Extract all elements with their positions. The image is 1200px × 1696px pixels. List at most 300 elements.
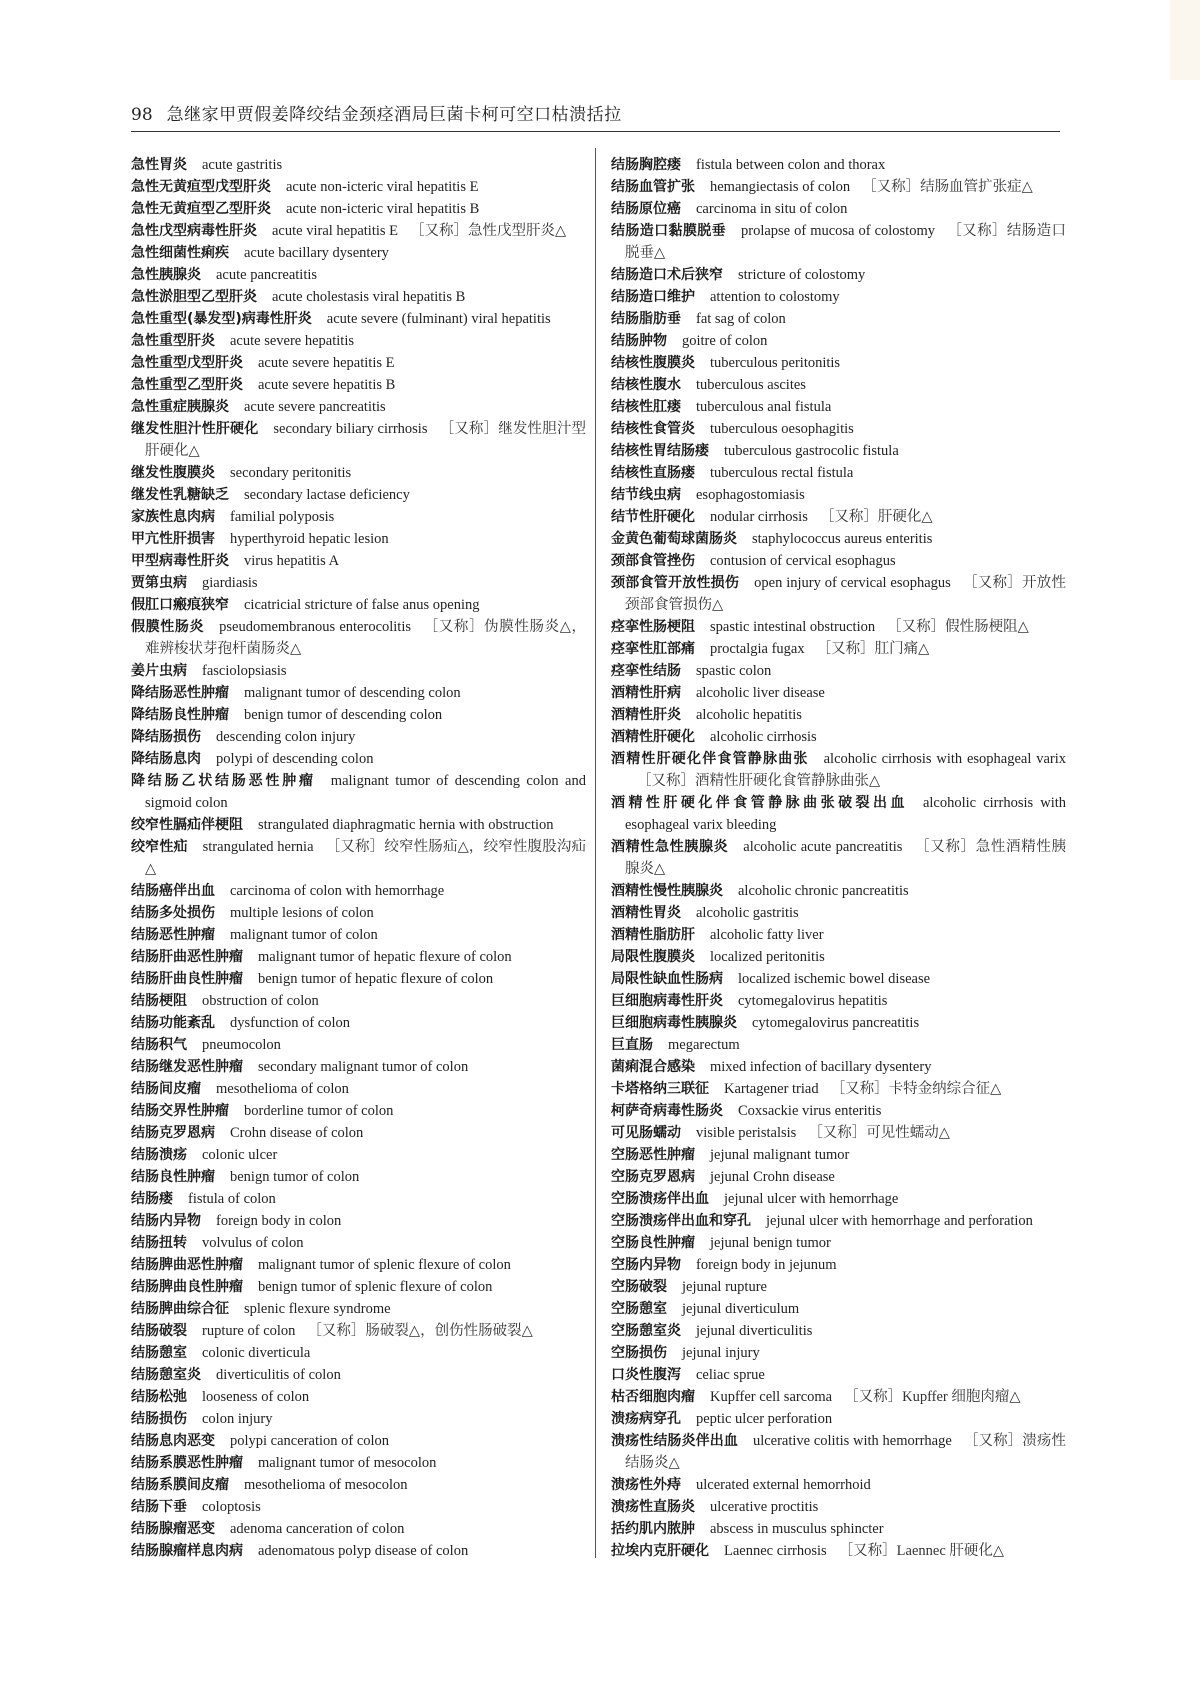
term-english: cytomegalovirus hepatitis [738, 993, 888, 1009]
term-entry [611, 1408, 1066, 1430]
term-synonym: ［又称］继发性胆汁型肝硬化△ [145, 421, 586, 459]
term-entry [611, 440, 1066, 462]
term-english: open injury of cervical esophagus [754, 575, 951, 591]
term-chinese: 结肠损伤 [131, 1411, 187, 1427]
term-chinese: 卡塔格纳三联征 [611, 1081, 709, 1097]
term-chinese: 急性无黄疸型乙型肝炎 [131, 201, 271, 217]
term-entry [131, 1232, 586, 1254]
term-english: dysfunction of colon [230, 1015, 351, 1031]
term-entry [131, 1012, 586, 1034]
term-english: jejunal diverticulitis [696, 1323, 813, 1339]
term-english: colonic ulcer [202, 1147, 278, 1163]
term-entry [131, 1320, 586, 1342]
term-chinese: 结肠内异物 [131, 1213, 201, 1229]
term-entry [131, 946, 586, 968]
term-synonym: ［又称］急性酒精性胰腺炎△ [625, 839, 1067, 877]
term-synonym: ［又称］结肠造口脱垂△ [625, 223, 1066, 261]
term-chinese: 绞窄性膈疝伴梗阻 [131, 817, 243, 833]
term-chinese: 结肠造口黏膜脱垂 [611, 223, 726, 239]
term-entry [611, 1496, 1066, 1518]
term-synonym: ［又称］卡特金纳综合征△ [830, 1081, 1002, 1097]
term-english: fat sag of colon [696, 311, 786, 327]
term-chinese: 结肠瘘 [131, 1191, 173, 1207]
term-entry [131, 264, 586, 286]
term-chinese: 假膜性肠炎 [131, 619, 205, 635]
term-english: tuberculous rectal fistula [710, 465, 854, 481]
term-english: carcinoma of colon with hemorrhage [230, 883, 445, 899]
term-synonym: ［又称］结肠血管扩张症△ [862, 179, 1033, 195]
term-entry [611, 1100, 1066, 1122]
term-english: jejunal benign tumor [710, 1235, 831, 1251]
term-entry [611, 946, 1066, 968]
term-entry [131, 330, 586, 352]
term-english: alcoholic acute pancreatitis [743, 839, 903, 855]
term-chinese: 结肠血管扩张 [611, 179, 695, 195]
term-entry [611, 154, 1066, 176]
term-entry [131, 990, 586, 1012]
term-english: secondary peritonitis [230, 465, 352, 481]
term-english: ulcerated external hemorrhoid [696, 1477, 871, 1493]
term-english: jejunal malignant tumor [710, 1147, 850, 1163]
term-english: secondary biliary cirrhosis [273, 421, 428, 437]
term-synonym: ［又称］假性肠梗阻△ [887, 619, 1029, 635]
term-chinese: 酒精性肝硬化伴食管静脉曲张 [611, 751, 809, 767]
term-english: acute severe hepatitis E [258, 355, 395, 371]
term-entry [131, 1188, 586, 1210]
term-english: jejunal diverticulum [682, 1301, 800, 1317]
term-chinese: 结肠下垂 [131, 1499, 187, 1515]
term-chinese: 空肠破裂 [611, 1279, 667, 1295]
term-english: Kartagener triad [724, 1081, 819, 1097]
term-english: Kupffer cell sarcoma [710, 1389, 833, 1405]
term-english: benign tumor of splenic flexure of colon [258, 1279, 493, 1295]
term-entry [131, 880, 586, 902]
term-english: coloptosis [202, 1499, 261, 1515]
term-english: adenomatous polyp disease of colon [258, 1543, 469, 1559]
term-entry [131, 1276, 586, 1298]
term-entry [131, 1540, 586, 1562]
term-entry [611, 616, 1066, 638]
term-english: acute non-icteric viral hepatitis B [286, 201, 480, 217]
term-entry [131, 1364, 586, 1386]
term-english: virus hepatitis A [244, 553, 340, 569]
term-chinese: 局限性缺血性肠病 [611, 971, 723, 987]
term-entry [611, 660, 1066, 682]
term-english: attention to colostomy [710, 289, 840, 305]
term-chinese: 结肠胸腔瘘 [611, 157, 681, 173]
term-entry [131, 726, 586, 748]
term-entry [131, 1034, 586, 1056]
term-english: benign tumor of hepatic flexure of colon [258, 971, 494, 987]
term-chinese: 空肠损伤 [611, 1345, 667, 1361]
term-english: alcoholic cirrhosis with esophageal varix [823, 751, 1066, 767]
term-entry [611, 286, 1066, 308]
term-entry [131, 1254, 586, 1276]
term-entry [611, 1034, 1066, 1056]
term-english: fistula between colon and thorax [696, 157, 886, 173]
term-entry [611, 550, 1066, 572]
term-english: spastic colon [696, 663, 772, 679]
term-chinese: 结节性肝硬化 [611, 509, 695, 525]
term-english: acute viral hepatitis E [272, 223, 399, 239]
term-entry [131, 396, 586, 418]
term-entry [131, 616, 586, 660]
term-entry [611, 1012, 1066, 1034]
term-synonym: ［又称］Laennec 肝硬化△ [838, 1543, 1005, 1559]
term-chinese: 继发性乳糖缺乏 [131, 487, 229, 503]
term-chinese: 结肠积气 [131, 1037, 187, 1053]
term-entry [131, 704, 586, 726]
term-chinese: 空肠溃疡伴出血 [611, 1191, 709, 1207]
term-chinese: 酒精性胃炎 [611, 905, 681, 921]
term-english: alcoholic liver disease [696, 685, 825, 701]
term-chinese: 括约肌内脓肿 [611, 1521, 695, 1537]
term-entry [131, 1100, 586, 1122]
term-chinese: 酒精性慢性胰腺炎 [611, 883, 723, 899]
term-synonym: ［又称］Kupffer 细胞肉瘤△ [844, 1389, 1021, 1405]
term-chinese: 结肠梗阻 [131, 993, 187, 1009]
term-english: malignant tumor of colon [230, 927, 378, 943]
header-title: 急继家甲贾假姜降绞结金颈痉酒局巨菌卡柯可空口枯溃括拉 [166, 105, 622, 125]
term-entry [131, 902, 586, 924]
term-synonym: ［又称］肠破裂△，创伤性肠破裂△ [307, 1323, 533, 1339]
term-entry [131, 572, 586, 594]
term-chinese: 结节线虫病 [611, 487, 681, 503]
term-synonym: ［又称］肛门痛△ [816, 641, 930, 657]
term-chinese: 甲亢性肝损害 [131, 531, 215, 547]
term-entry [611, 220, 1066, 264]
term-entry [611, 1210, 1066, 1232]
term-entry [131, 1342, 586, 1364]
term-synonym: ［又称］伪膜性肠炎△，难辨梭状芽孢杆菌肠炎△ [145, 619, 587, 657]
term-chinese: 结肠恶性肿瘤 [131, 927, 215, 943]
term-chinese: 溃疡病穿孔 [611, 1411, 681, 1427]
term-chinese: 结肠肿物 [611, 333, 667, 349]
term-chinese: 口炎性腹泻 [611, 1367, 681, 1383]
term-entry [131, 660, 586, 682]
term-chinese: 结核性胃结肠瘘 [611, 443, 709, 459]
term-entry [131, 682, 586, 704]
term-entry [131, 550, 586, 572]
term-entry [131, 968, 586, 990]
term-entry [131, 418, 586, 462]
term-english: tuberculous peritonitis [710, 355, 841, 371]
term-chinese: 颈部食管挫伤 [611, 553, 695, 569]
term-english: benign tumor of colon [230, 1169, 360, 1185]
term-chinese: 结肠脾曲良性肿瘤 [131, 1279, 243, 1295]
term-chinese: 结肠癌伴出血 [131, 883, 215, 899]
term-chinese: 酒精性肝硬化 [611, 729, 695, 745]
term-synonym: ［又称］开放性颈部食管损伤△ [625, 575, 1067, 613]
term-english: alcoholic gastritis [696, 905, 799, 921]
term-entry [611, 484, 1066, 506]
term-chinese: 结肠系膜间皮瘤 [131, 1477, 229, 1493]
term-english: alcoholic fatty liver [710, 927, 824, 943]
term-chinese: 结肠腺瘤样息肉病 [131, 1543, 243, 1559]
term-english: localized ischemic bowel disease [738, 971, 931, 987]
term-entry [131, 352, 586, 374]
term-english: pseudomembranous enterocolitis [219, 619, 412, 635]
term-english: splenic flexure syndrome [244, 1301, 391, 1317]
term-english: megarectum [668, 1037, 740, 1053]
term-english: acute cholestasis viral hepatitis B [272, 289, 466, 305]
term-english: cytomegalovirus pancreatitis [752, 1015, 920, 1031]
term-english: secondary malignant tumor of colon [258, 1059, 469, 1075]
term-chinese: 结核性食管炎 [611, 421, 695, 437]
term-english: contusion of cervical esophagus [710, 553, 896, 569]
term-english: jejunal ulcer with hemorrhage [724, 1191, 899, 1207]
term-entry [611, 1078, 1066, 1100]
term-entry [611, 1540, 1066, 1562]
term-english: Laennec cirrhosis [724, 1543, 827, 1559]
term-english: malignant tumor of splenic flexure of colon [258, 1257, 511, 1273]
term-english: borderline tumor of colon [244, 1103, 394, 1119]
term-chinese: 酒精性急性胰腺炎 [611, 839, 729, 855]
term-entry [611, 1276, 1066, 1298]
term-chinese: 酒精性肝硬化伴食管静脉曲张破裂出血 [611, 795, 908, 811]
term-synonym: ［又称］可见性蠕动△ [808, 1125, 950, 1141]
term-english: diverticulitis of colon [216, 1367, 341, 1383]
term-entry [611, 1254, 1066, 1276]
term-chinese: 绞窄性疝 [131, 839, 188, 855]
term-chinese: 结肠继发恶性肿瘤 [131, 1059, 243, 1075]
term-english: giardiasis [202, 575, 258, 591]
term-chinese: 空肠溃疡伴出血和穿孔 [611, 1213, 751, 1229]
term-english: nodular cirrhosis [710, 509, 808, 525]
term-english: hemangiectasis of colon [710, 179, 851, 195]
term-chinese: 结肠功能紊乱 [131, 1015, 215, 1031]
term-english: mesothelioma of colon [216, 1081, 349, 1097]
term-english: malignant tumor of mesocolon [258, 1455, 437, 1471]
term-english: acute severe hepatitis [230, 333, 354, 349]
term-chinese: 可见肠蠕动 [611, 1125, 681, 1141]
term-chinese: 菌痢混合感染 [611, 1059, 695, 1075]
term-entry [131, 1210, 586, 1232]
term-entry [611, 792, 1066, 836]
term-chinese: 降结肠乙状结肠恶性肿瘤 [131, 773, 316, 789]
term-chinese: 急性重症胰腺炎 [131, 399, 229, 415]
term-chinese: 假肛口瘢痕狭窄 [131, 597, 229, 613]
term-entry [611, 1342, 1066, 1364]
term-chinese: 巨细胞病毒性肝炎 [611, 993, 723, 1009]
term-english: ulcerative colitis with hemorrhage [752, 1433, 952, 1449]
term-chinese: 巨直肠 [611, 1037, 653, 1053]
term-entry [611, 176, 1066, 198]
term-entry [131, 374, 586, 396]
term-english: acute severe (fulminant) viral hepatitis [326, 311, 551, 327]
term-entry [611, 726, 1066, 748]
term-entry [611, 352, 1066, 374]
term-chinese: 家族性息肉病 [131, 509, 215, 525]
term-entry [131, 1452, 586, 1474]
term-entry [611, 198, 1066, 220]
term-entry [611, 968, 1066, 990]
term-english: abscess in musculus sphincter [710, 1521, 884, 1537]
term-english: prolapse of mucosa of colostomy [741, 223, 935, 239]
term-chinese: 急性胰腺炎 [131, 267, 201, 283]
term-entry [611, 1166, 1066, 1188]
term-english: acute gastritis [202, 157, 283, 173]
term-english: rupture of colon [202, 1323, 296, 1339]
term-chinese: 结肠间皮瘤 [131, 1081, 201, 1097]
term-synonym: ［又称］绞窄性肠疝△，绞窄性腹股沟疝△ [145, 839, 587, 877]
term-entry [611, 528, 1066, 550]
term-entry [611, 682, 1066, 704]
term-entry [131, 1122, 586, 1144]
term-chinese: 急性重型(暴发型)病毒性肝炎 [131, 311, 312, 327]
running-header [131, 102, 1060, 132]
term-entry [611, 1298, 1066, 1320]
term-entry [611, 1122, 1066, 1144]
term-chinese: 急性重型肝炎 [131, 333, 215, 349]
term-chinese: 痉挛性肛部痛 [611, 641, 695, 657]
term-entry [131, 1056, 586, 1078]
term-entry [131, 770, 586, 814]
term-chinese: 结肠脂肪垂 [611, 311, 681, 327]
term-entry [131, 594, 586, 616]
term-chinese: 结肠憩室 [131, 1345, 187, 1361]
term-english: volvulus of colon [202, 1235, 304, 1251]
term-chinese: 局限性腹膜炎 [611, 949, 695, 965]
term-chinese: 枯否细胞肉瘤 [611, 1389, 695, 1405]
term-chinese: 酒精性肝病 [611, 685, 681, 701]
term-english: proctalgia fugax [710, 641, 805, 657]
term-english: obstruction of colon [202, 993, 319, 1009]
term-entry [611, 1056, 1066, 1078]
term-english: alcoholic cirrhosis with esophageal varix bleeding [625, 795, 1067, 833]
term-chinese: 急性无黄疸型戊型肝炎 [131, 179, 271, 195]
term-entry [611, 748, 1066, 792]
term-entry [611, 1474, 1066, 1496]
term-english: pneumocolon [202, 1037, 281, 1053]
term-synonym: ［又称］酒精性肝硬化食管静脉曲张△ [637, 773, 881, 789]
term-english: alcoholic hepatitis [696, 707, 802, 723]
term-entry [131, 1078, 586, 1100]
term-entry [611, 1320, 1066, 1342]
term-entry [611, 1364, 1066, 1386]
term-english: fistula of colon [188, 1191, 276, 1207]
term-chinese: 急性重型乙型肝炎 [131, 377, 243, 393]
term-english: alcoholic cirrhosis [710, 729, 817, 745]
term-english: descending colon injury [216, 729, 356, 745]
right-column [611, 154, 1066, 1562]
term-entry [131, 1496, 586, 1518]
term-entry [131, 1298, 586, 1320]
term-english: polypi of descending colon [216, 751, 374, 767]
term-chinese: 空肠良性肿瘤 [611, 1235, 695, 1251]
term-english: carcinoma in situ of colon [696, 201, 848, 217]
term-entry [611, 990, 1066, 1012]
term-chinese: 溃疡性外痔 [611, 1477, 681, 1493]
term-entry [611, 1232, 1066, 1254]
term-entry [611, 308, 1066, 330]
term-chinese: 柯萨奇病毒性肠炎 [611, 1103, 723, 1119]
term-entry [131, 748, 586, 770]
term-english: jejunal injury [682, 1345, 760, 1361]
term-english: ulcerative proctitis [710, 1499, 819, 1515]
term-entry [611, 1386, 1066, 1408]
term-english: malignant tumor of hepatic flexure of colon [258, 949, 512, 965]
term-chinese: 巨细胞病毒性胰腺炎 [611, 1015, 737, 1031]
term-chinese: 结核性腹水 [611, 377, 681, 393]
term-english: stricture of colostomy [738, 267, 866, 283]
term-entry [131, 1518, 586, 1540]
term-chinese: 降结肠损伤 [131, 729, 201, 745]
term-english: acute bacillary dysentery [244, 245, 389, 261]
term-entry [131, 154, 586, 176]
term-entry [611, 924, 1066, 946]
page-corner-tint [1170, 0, 1200, 80]
left-column [131, 154, 586, 1562]
term-entry [611, 704, 1066, 726]
term-english: visible peristalsis [696, 1125, 797, 1141]
term-entry [131, 286, 586, 308]
term-english: foreign body in jejunum [696, 1257, 837, 1273]
term-chinese: 结肠脾曲恶性肿瘤 [131, 1257, 243, 1273]
term-english: acute non-icteric viral hepatitis E [286, 179, 479, 195]
term-english: peptic ulcer perforation [696, 1411, 833, 1427]
term-english: jejunal rupture [682, 1279, 767, 1295]
term-chinese: 降结肠恶性肿瘤 [131, 685, 229, 701]
term-entry [131, 814, 586, 836]
term-english: Coxsackie virus enteritis [738, 1103, 882, 1119]
term-chinese: 痉挛性结肠 [611, 663, 681, 679]
term-chinese: 结肠造口术后狭窄 [611, 267, 723, 283]
term-entry [611, 374, 1066, 396]
term-english: malignant tumor of descending colon and sigmoid colon [145, 773, 586, 811]
term-chinese: 空肠憩室 [611, 1301, 667, 1317]
term-english: Crohn disease of colon [230, 1125, 364, 1141]
term-entry [131, 1474, 586, 1496]
term-chinese: 降结肠息肉 [131, 751, 201, 767]
term-english: tuberculous gastrocolic fistula [724, 443, 899, 459]
term-chinese: 降结肠良性肿瘤 [131, 707, 229, 723]
term-chinese: 结肠扭转 [131, 1235, 187, 1251]
term-entry [131, 1430, 586, 1452]
term-english: alcoholic chronic pancreatitis [738, 883, 909, 899]
term-entry [611, 572, 1066, 616]
term-entry [131, 924, 586, 946]
term-english: adenoma canceration of colon [230, 1521, 405, 1537]
term-chinese: 空肠憩室炎 [611, 1323, 681, 1339]
term-chinese: 急性重型戊型肝炎 [131, 355, 243, 371]
term-entry [611, 462, 1066, 484]
term-chinese: 甲型病毒性肝炎 [131, 553, 229, 569]
term-english: colonic diverticula [202, 1345, 311, 1361]
term-english: celiac sprue [696, 1367, 765, 1383]
term-english: acute severe pancreatitis [244, 399, 386, 415]
term-entry [131, 506, 586, 528]
term-chinese: 结肠溃疡 [131, 1147, 187, 1163]
term-english: hyperthyroid hepatic lesion [230, 531, 389, 547]
term-chinese: 结肠造口维护 [611, 289, 695, 305]
term-chinese: 结核性肛瘘 [611, 399, 681, 415]
term-english: fasciolopsiasis [202, 663, 287, 679]
term-english: strangulated diaphragmatic hernia with obstruction [258, 817, 554, 833]
term-english: esophagostomiasis [696, 487, 805, 503]
term-chinese: 结肠息肉恶变 [131, 1433, 215, 1449]
term-entry [131, 1386, 586, 1408]
term-english: mixed infection of bacillary dysentery [710, 1059, 932, 1075]
term-chinese: 痉挛性肠梗阻 [611, 619, 695, 635]
term-chinese: 拉埃内克肝硬化 [611, 1543, 709, 1559]
term-chinese: 结肠肝曲恶性肿瘤 [131, 949, 243, 965]
term-english: jejunal ulcer with hemorrhage and perforation [766, 1213, 1033, 1229]
term-entry [611, 1518, 1066, 1540]
term-entry [611, 330, 1066, 352]
term-entry [131, 528, 586, 550]
term-english: foreign body in colon [216, 1213, 342, 1229]
